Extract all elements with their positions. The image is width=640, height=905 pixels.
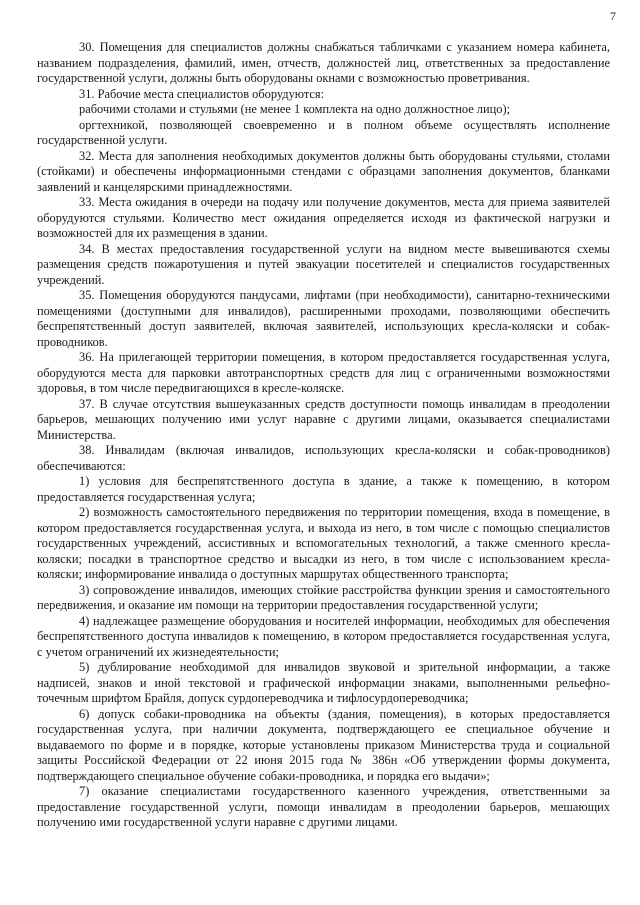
paragraph-34: 34. В местах предоставления государственной услуги на видном месте вывешиваются схемы размещения средств пожаротушения и путей эвакуации посетителей и специалистов государственных учреждений. xyxy=(37,241,610,287)
paragraph-31-item-1: рабочими столами и стульями (не менее 1 комплекта на одно должностное лицо); xyxy=(79,102,511,116)
paragraph-38-item-2: 2) возможность самостоятельного передвижения по территории помещения, входа в помещение, в котором предоставляется государственная услуга, и выхода из него, в том числе с помощью специалистов государственных учреждений, ассистивных и вспомогательных технологий, а также сменного кресла-коляски; посадки в транспортное средство и высадки из него, в том числе с использованием кресла-коляски; информирование инвалида о доступных маршрутах общественного транспорта; xyxy=(37,505,610,581)
paragraph-31-item-2: оргтехникой, позволяющей своевременно и в полном объеме осуществлять исполнение государственной услуги. xyxy=(37,117,610,147)
paragraph-38-item-7: 7) оказание специалистами государственного казенного учреждения, ответственными за предоставление государственной услуги, помощи инвалидам в преодолении барьеров, мешающих получению ими государственной услуги наравне с другими лицами. xyxy=(37,784,610,829)
paragraph-38-item-1: 1) условия для беспрепятственного доступа в здание, а также к помещению, в котором предоставляется государственная услуга; xyxy=(37,474,610,504)
paragraph-31: 31. Рабочие места специалистов оборудуются: xyxy=(79,86,325,101)
paragraph-33: 33. Места ожидания в очереди на подачу или получение документов, места для приема заявителей оборудуются стульями. Количество мест ожидания определяется исходя из фактической нагрузки и возможностей для их размещения в здании. xyxy=(37,195,610,240)
document-body xyxy=(37,40,610,831)
paragraph-30: 30. Помещения для специалистов должны снабжаться табличками с указанием номера кабинета, названием подразделения, фамилий, имен, отчеств, должностей лиц, ответственных за предоставление государственной услуги, должны быть оборудованы окнами с возможностью проветривания. xyxy=(37,40,610,85)
paragraph-38-item-4: 4) надлежащее размещение оборудования и носителей информации, необходимых для обеспечения беспрепятственного доступа инвалидов к помещению, в котором предоставляется государственная услуга, с учетом ограничений их жизнедеятельности; xyxy=(37,613,610,659)
page-number: 7 xyxy=(610,9,616,23)
paragraph-38-item-6: 6) допуск собаки-проводника на объекты (здания, помещения), в которых предоставляется государственная услуга, при наличии документа, подтверждающего ее специальное обучение и выдаваемого по форме и в порядке, которые установлены приказом Министерства труда и социальной защиты Российской Федерации от 22 июня 2015 года № 386н «Об утверждении формы документа, подтверждающего специальное обучение собаки-проводника, и порядка его выдачи»; xyxy=(37,706,610,783)
paragraph-36: 36. На прилегающей территории помещения, в котором предоставляется государственная услуга, оборудуются места для парковки автотранспортных средств для лиц с ограниченными возможностями здоровья, в том числе передвигающихся в кресле-коляске. xyxy=(37,350,610,395)
paragraph-38-item-5: 5) дублирование необходимой для инвалидов звуковой и зрительной информации, а также надписей, знаков и иной текстовой и графической информации знаками, выполненными рельефно-точечным шрифтом Брайля, допуск сурдопереводчика и тифлосурдопереводчика; xyxy=(37,660,610,705)
paragraph-32: 32. Места для заполнения необходимых документов должны быть оборудованы стульями, столами (стойками) и обеспечены информационными стендами с образцами заполнения документов, бланками заявлений и канцелярскими принадлежностями. xyxy=(37,148,610,194)
paragraph-37: 37. В случае отсутствия вышеуказанных средств доступности помощь инвалидам в преодолении барьеров, мешающих получению ими услуг наравне с другими лицами, оказывается специалистами Министерства. xyxy=(37,396,610,442)
paragraph-38: 38. Инвалидам (включая инвалидов, использующих кресла-коляски и собак-проводников) обеспечиваются: xyxy=(37,443,610,473)
paragraph-38-item-3: 3) сопровождение инвалидов, имеющих стойкие расстройства функции зрения и самостоятельного передвижения, и оказание им помощи на территории предоставления государственной услуги; xyxy=(37,582,610,612)
paragraph-35: 35. Помещения оборудуются пандусами, лифтами (при необходимости), санитарно-техническими помещениями (доступными для инвалидов), расширенными проходами, позволяющими обеспечить беспрепятственный доступ заявителей, включая заявителей, использующих кресла-коляски и собак-проводников. xyxy=(37,288,610,349)
